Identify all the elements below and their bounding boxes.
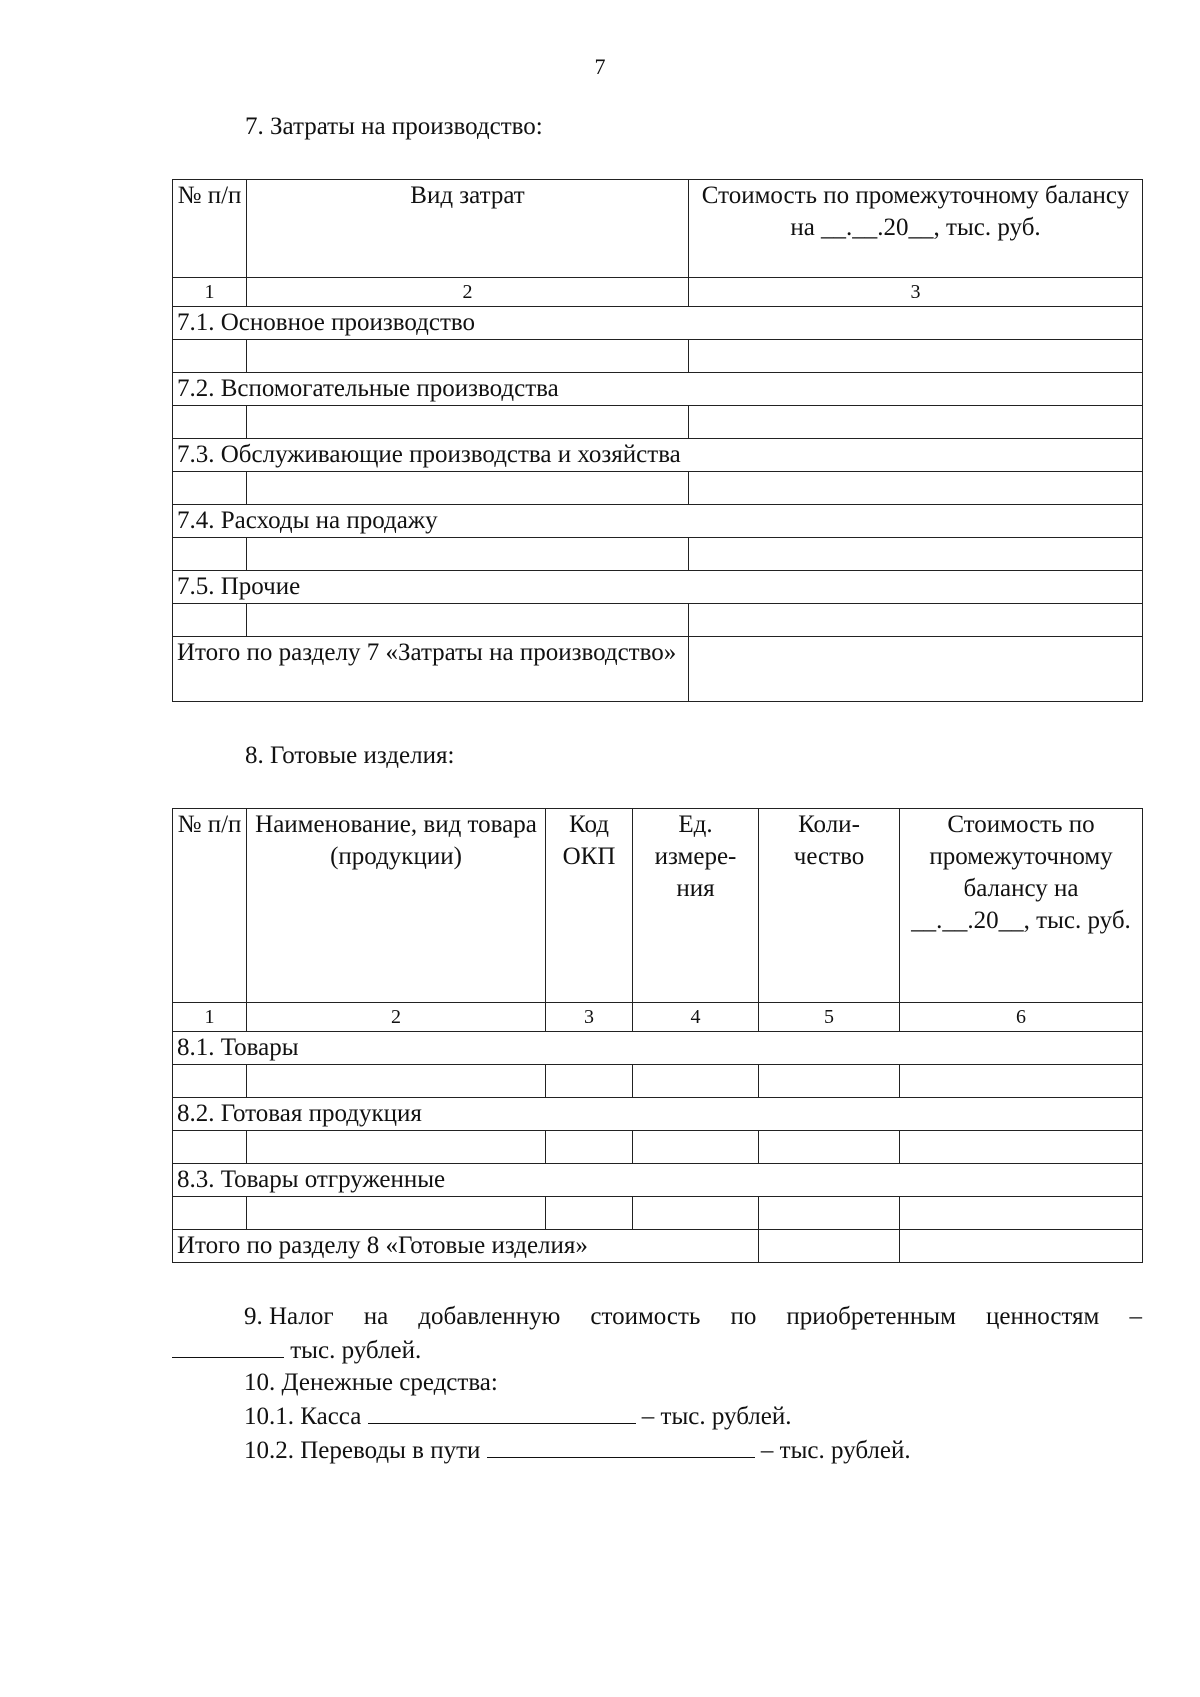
column-number: 1	[173, 1003, 247, 1032]
cash-heading: 10. Денежные средства:	[244, 1369, 498, 1396]
empty-entry-row	[173, 538, 1143, 571]
header-okp-code: Код ОКП	[546, 809, 633, 1003]
vat-amount-blank	[172, 1333, 284, 1358]
vat-unit: тыс. рублей.	[290, 1337, 422, 1364]
page-number: 7	[594, 54, 606, 79]
vat-word: по	[730, 1303, 757, 1330]
empty-entry-row	[173, 340, 1143, 373]
total-row	[173, 1230, 1143, 1263]
empty-entry-row	[173, 1065, 1143, 1098]
header-num: № п/п	[173, 180, 247, 278]
column-number-row	[173, 1003, 1143, 1032]
vat-word: –	[1129, 1303, 1142, 1330]
header-cost-value: Стоимость по промежуточному балансу на __.__.20__, тыс. руб.	[900, 809, 1143, 1003]
empty-entry-row	[173, 604, 1143, 637]
vat-word: 9. Налог	[244, 1303, 334, 1330]
section-row-label: 7.5. Прочие	[173, 571, 1143, 604]
column-number: 2	[247, 1003, 546, 1032]
total-value-cell	[689, 637, 1143, 702]
vat-word: ценностям	[986, 1303, 1100, 1330]
section-row-label: 7.1. Основное производство	[173, 307, 1143, 340]
vat-paragraph	[172, 1301, 1142, 1467]
column-number-row	[173, 278, 1143, 307]
transfers-label: 10.2. Переводы в пути	[244, 1437, 481, 1464]
header-unit: Ед. измере- ния	[633, 809, 759, 1003]
empty-entry-row	[173, 1131, 1143, 1164]
section-row-label: 7.2. Вспомогательные производства	[173, 373, 1143, 406]
production-costs-table	[172, 179, 1143, 702]
total-label: Итого по разделу 8 «Готовые изделия»	[173, 1230, 759, 1263]
cash-desk-blank	[368, 1399, 636, 1424]
transfers-unit: – тыс. рублей.	[760, 1437, 911, 1464]
section-row-label: 8.2. Готовая продукция	[173, 1098, 1143, 1131]
total-row	[173, 637, 1143, 702]
table-header-row	[173, 809, 1143, 1003]
header-num: № п/п	[173, 809, 247, 1003]
vat-line	[172, 1301, 1142, 1333]
vat-word: добавленную	[418, 1303, 561, 1330]
column-number: 3	[546, 1003, 633, 1032]
column-number: 1	[173, 278, 247, 307]
column-number: 4	[633, 1003, 759, 1032]
total-quantity-cell	[759, 1230, 900, 1263]
vat-word: приобретенным	[786, 1303, 956, 1330]
empty-entry-row	[173, 406, 1143, 439]
empty-entry-row	[173, 472, 1143, 505]
total-value-cell	[900, 1230, 1143, 1263]
table-header-row	[173, 180, 1143, 278]
column-number: 2	[247, 278, 689, 307]
section-7-heading: 7. Затраты на производство:	[245, 113, 543, 140]
empty-entry-row	[173, 1197, 1143, 1230]
section-row-label: 7.4. Расходы на продажу	[173, 505, 1143, 538]
vat-amount-line	[172, 1333, 1142, 1367]
section-row-label: 8.1. Товары	[173, 1032, 1143, 1065]
cash-desk-label: 10.1. Касса	[244, 1403, 362, 1430]
column-number: 5	[759, 1003, 900, 1032]
transfers-line	[172, 1433, 1142, 1467]
column-number: 6	[900, 1003, 1143, 1032]
header-product-name: Наименование, вид товара (продукции)	[247, 809, 546, 1003]
cash-desk-unit: – тыс. рублей.	[641, 1403, 792, 1430]
column-number: 3	[689, 278, 1143, 307]
vat-word: стоимость	[590, 1303, 701, 1330]
cash-desk-line	[172, 1399, 1142, 1433]
header-quantity: Коли- чество	[759, 809, 900, 1003]
total-label: Итого по разделу 7 «Затраты на производство»	[173, 637, 689, 702]
header-cost-kind: Вид затрат	[247, 180, 689, 278]
finished-goods-table	[172, 808, 1143, 1263]
transfers-blank	[487, 1433, 755, 1458]
section-row-label: 7.3. Обслуживающие производства и хозяйства	[173, 439, 1143, 472]
vat-word: на	[363, 1303, 389, 1330]
section-8-heading: 8. Готовые изделия:	[245, 742, 455, 769]
header-cost-value: Стоимость по промежуточному балансу на __.__.20__, тыс. руб.	[689, 180, 1143, 278]
section-row-label: 8.3. Товары отгруженные	[173, 1164, 1143, 1197]
